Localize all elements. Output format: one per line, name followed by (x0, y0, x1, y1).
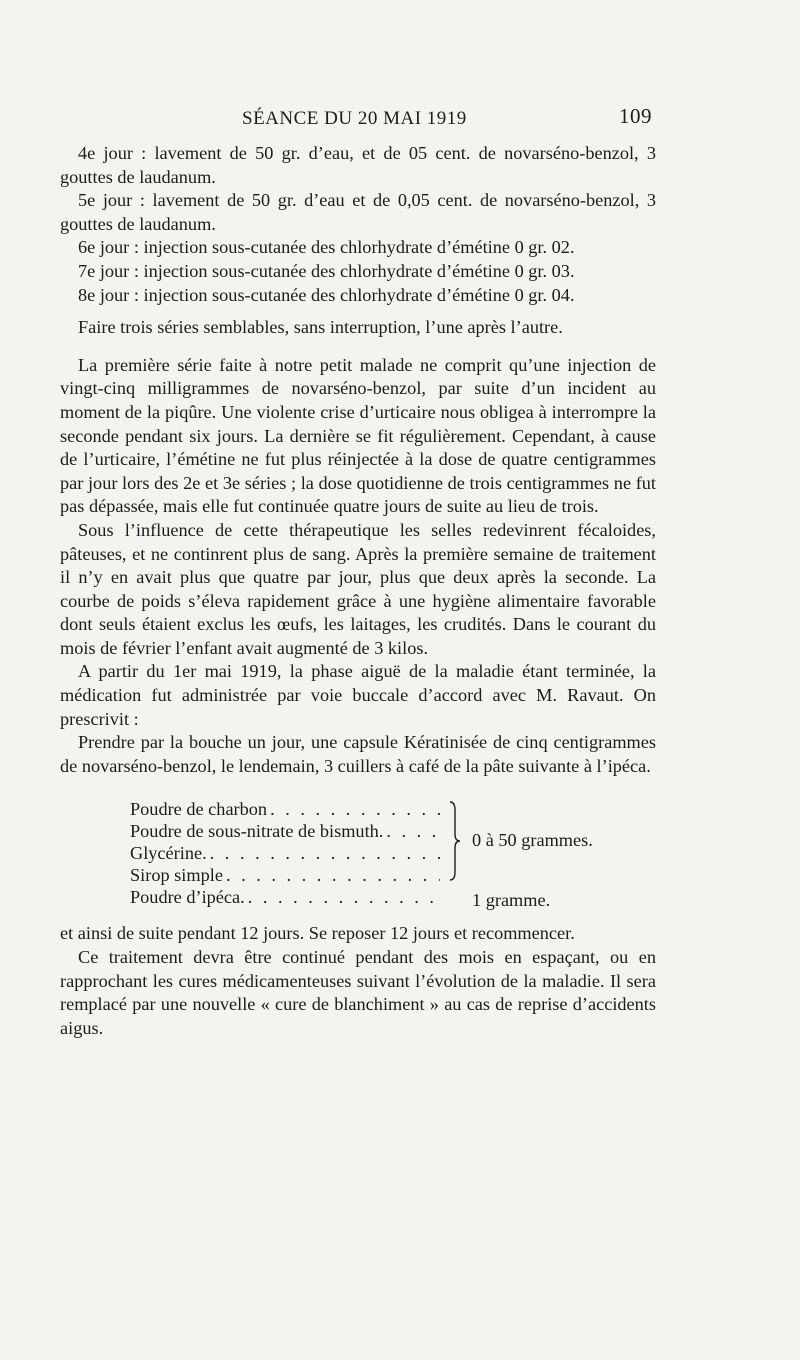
schedule-day-6: 6e jour : injection sous-cutanée des chlorhydrate d’émétine 0 gr. 02. (78, 237, 575, 258)
schedule-day-text: lavement de 50 gr. d’eau, et de 05 cent. de novarséno-benzol, 3 gouttes de laudanum. (60, 143, 656, 187)
schedule-day-5: 5e jour : lavement de 50 gr. d’eau et de 0,05 cent. de novarséno-benzol, 3 gouttes de laudanum. (60, 190, 656, 234)
schedule-day-label: 5e jour (78, 190, 133, 211)
ingredient-label: Poudre de sous-nitrate de bismuth. (130, 821, 384, 842)
ingredient-label: Glycérine. (130, 843, 207, 864)
schedule-day-label: 7e jour (78, 260, 130, 281)
leader-dots (226, 864, 440, 888)
group-quantity: 0 à 50 grammes. (472, 830, 593, 851)
formula-row (130, 842, 440, 864)
formula-row (130, 798, 440, 820)
schedule-day-4: 4e jour : lavement de 50 gr. d’eau, et de 05 cent. de novarséno-benzol, 3 gouttes de laudanum. (60, 143, 656, 187)
formula-row (130, 820, 440, 842)
page-number: 109 (619, 104, 652, 128)
formula-row (130, 864, 440, 886)
first-series-paragraph: La première série faite à notre petit malade ne comprit qu’une injection de vingt-cinq milligrammes de novarséno-benzol, par suite d’un incident au moment de la piqûre. Une violente crise d’urticaire nous obligea à interrompre la seconde pendant six jours. La dernière se fit régulièrement. Cependant, à cause de l’urticaire, l’émétine ne fut plus réinjectée à la dose de quatre centigrammes par jour lors des 2e et 3e séries ; la dose quotidienne de trois centigrammes ne fut pas dépassée, mais elle fut continuée quatre jours de suite au lieu de trois. (60, 354, 656, 517)
body-text (60, 142, 656, 1040)
prescription-paragraph: Prendre par la bouche un jour, une capsule Kératinisée de cinq centigrammes de novarséno-benzol, le lendemain, 3 cuillers à café de la pâte suivante à l’ipéca. (60, 732, 656, 776)
ingredient-label: Sirop simple (130, 865, 223, 886)
leader-dots (248, 886, 440, 910)
leader-dots (386, 820, 440, 844)
schedule-day-8: 8e jour : injection sous-cutanée des chlorhydrate d’émétine 0 gr. 04. (78, 284, 575, 305)
from-may-paragraph: A partir du 1er mai 1919, la phase aiguë de la maladie étant terminée, la médication fut administrée par voie buccale d’accord avec M. Ravaut. On prescrivit : (60, 661, 656, 729)
treatment-paragraph: Ce traitement devra être continué pendant des mois en espaçant, ou en rapprochant les cures médicamenteuses suivant l’évolution de la maladie. Il sera remplacé par une nouvelle « cure de blanchiment » au cas de reprise d’accidents aigus. (60, 947, 656, 1038)
continue-paragraph: et ainsi de suite pendant 12 jours. Se reposer 12 jours et recommencer. (60, 923, 575, 944)
brace-icon (448, 800, 462, 882)
series-note: Faire trois séries semblables, sans interruption, l’une après l’autre. (78, 317, 563, 338)
last-quantity: 1 gramme. (472, 890, 551, 911)
leader-dots (210, 842, 440, 866)
schedule-day-7: 7e jour : injection sous-cutanée des chlorhydrate d’émétine 0 gr. 03. (78, 260, 575, 281)
schedule-day-label: 8e jour (78, 284, 130, 305)
schedule-day-text: injection sous-cutanée des chlorhydrate d’émétine 0 gr. 04. (143, 284, 575, 305)
running-header (60, 100, 652, 130)
ingredient-label: Poudre d’ipéca. (130, 887, 245, 908)
formula-block (60, 798, 656, 911)
schedule-day-label: 6e jour (78, 237, 130, 258)
ingredient-label: Poudre de charbon (130, 799, 268, 820)
formula-row (130, 886, 440, 908)
schedule-day-text: injection sous-cutanée des chlorhydrate d’émétine 0 gr. 02. (143, 237, 575, 258)
influence-paragraph: Sous l’influence de cette thérapeutique les selles redevinrent fécaloides, pâteuses, et ne continrent plus de sang. Après la première semaine de traitement il n’y en avait plus que quatre par jour, plus que deux après la seconde. La courbe de poids s’éleva rapidement grâce à une hygiène alimentaire favorable dont seuls étaient exclus les œufs, les laitages, les crudités. Dans le courant du mois de février l’enfant avait augmenté de 3 kilos. (60, 519, 656, 658)
schedule-day-text: injection sous-cutanée des chlorhydrate d’émétine 0 gr. 03. (143, 260, 575, 281)
leader-dots (270, 798, 440, 822)
header-title: SÉANCE DU 20 MAI 1919 (242, 108, 467, 129)
schedule-day-label: 4e jour (78, 143, 133, 163)
schedule-day-text: lavement de 50 gr. d’eau et de 0,05 cent. de novarséno-benzol, 3 gouttes de laudanum. (60, 190, 656, 234)
